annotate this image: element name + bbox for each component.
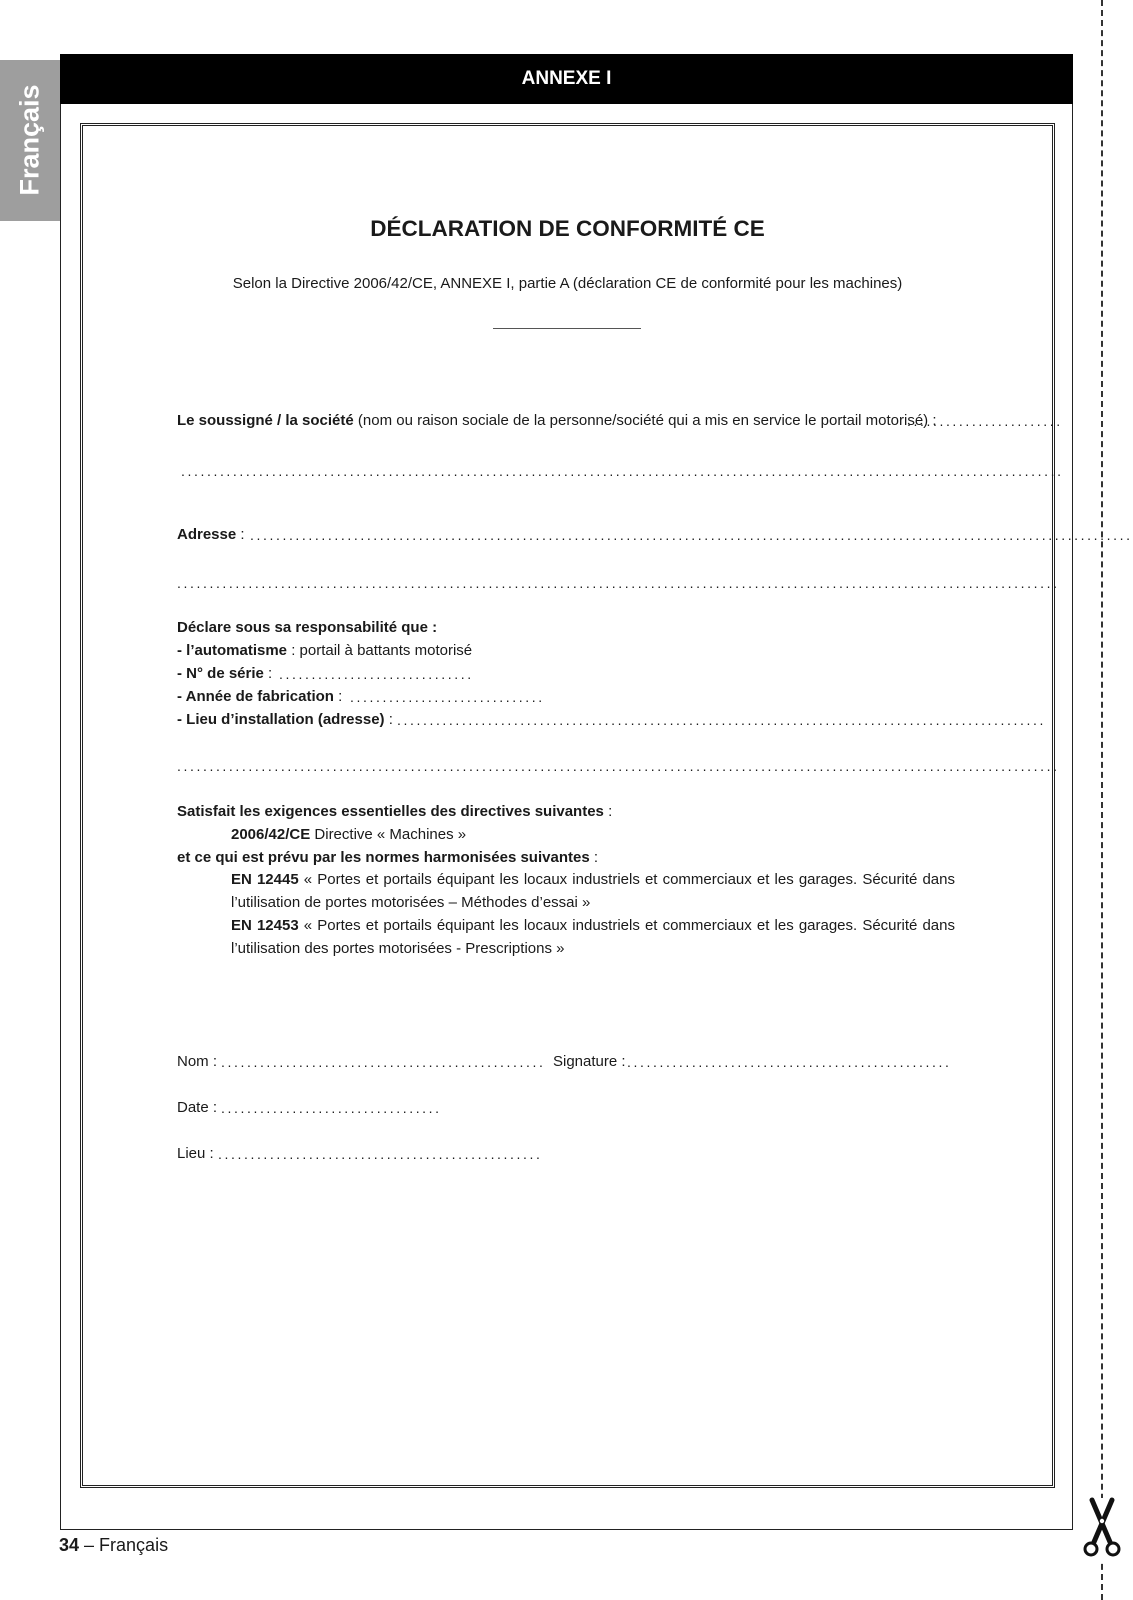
language-tab (0, 60, 60, 221)
cut-line (1101, 0, 1103, 1600)
address-fill-1[interactable]: ........................................................................................................................................ (250, 527, 1133, 543)
standard-en12453 (231, 914, 955, 960)
standard-code: EN 12453 (231, 917, 299, 934)
annexe-title: ANNEXE I (521, 68, 612, 89)
automation-label: - l’automatisme (177, 642, 288, 659)
company-fill-1[interactable]: ........................ (907, 413, 1063, 429)
standard-text: « Portes et portails équipant les locaux industriels et commerciaux et les garages. Sécurité dans l’utilisation des portes motorisées - Prescriptions » (231, 917, 955, 957)
standard-en12445 (231, 868, 955, 914)
footer-language: Français (99, 1535, 169, 1555)
name-fill[interactable]: .................................................. (221, 1054, 546, 1070)
automation-line (177, 642, 472, 660)
footer-separator: – (79, 1535, 100, 1555)
year-line: - Année de fabrication : (177, 688, 343, 705)
serial-line: - N° de série : (177, 665, 273, 682)
directive-name: Directive « Machines » (310, 826, 467, 843)
language-tab-label: Français (14, 84, 45, 196)
date-label: Date : (177, 1099, 218, 1116)
declares-line (177, 619, 437, 637)
place-label: - Lieu d’installation (adresse) (177, 711, 385, 728)
company-line (177, 412, 937, 430)
page-footer (59, 1535, 168, 1556)
standards-intro: et ce qui est prévu par les normes harmonisées suivantes (177, 849, 590, 866)
company-description: (nom ou raison sociale de la personne/société qui a mis en service le portail motorisé) : (353, 412, 937, 429)
annexe-header-bar (60, 54, 1073, 104)
company-fill-2[interactable]: ........................................................................................................................................ (181, 463, 1064, 479)
signature-fill[interactable]: .................................................. (627, 1054, 952, 1070)
directive-line (231, 826, 466, 844)
title-separator (493, 328, 641, 329)
address-fill-2[interactable]: ........................................................................................................................................ (177, 575, 1060, 591)
scissors-icon (1082, 1498, 1122, 1560)
year-label: - Année de fabrication (177, 688, 334, 705)
requirements-text: Satisfait les exigences essentielles des directives suivantes (177, 803, 604, 820)
place-fill-2[interactable]: ........................................................................................................................................ (177, 758, 1060, 774)
address-label: Adresse (177, 526, 237, 543)
signature-label: Signature : (553, 1053, 626, 1070)
standard-code: EN 12445 (231, 871, 299, 888)
year-fill[interactable]: .............................. (350, 689, 545, 705)
date-fill[interactable]: .................................. (221, 1100, 442, 1116)
place-sign-fill[interactable]: .................................................. (218, 1146, 543, 1162)
requirements-line: Satisfait les exigences essentielles des directives suivantes : (177, 803, 613, 820)
page-number: 34 (59, 1535, 80, 1555)
company-label: Le soussigné / la société (177, 412, 354, 429)
serial-label: - N° de série (177, 665, 264, 682)
declares-text: Déclare sous sa responsabilité que : (177, 619, 438, 636)
declaration-title: DÉCLARATION DE CONFORMITÉ CE (370, 216, 765, 241)
address-line: Adresse : (177, 526, 245, 543)
standard-text: « Portes et portails équipant les locaux industriels et commerciaux et les garages. Sécurité dans l’utilisation de portes motorisées – Méthodes d’essai » (231, 871, 955, 911)
place-fill-1[interactable]: .................................................................................................... (397, 712, 1046, 728)
place-sign-label: Lieu : (177, 1145, 214, 1162)
directive-code: 2006/42/CE (231, 826, 311, 843)
declaration-subtitle: Selon la Directive 2006/42/CE, ANNEXE I, partie A (déclaration CE de conformité pour les machines) (232, 275, 903, 292)
serial-fill[interactable]: .............................. (279, 666, 474, 682)
automation-value: : portail à battants motorisé (287, 642, 473, 659)
place-line: - Lieu d’installation (adresse) : (177, 711, 393, 728)
name-label: Nom : (177, 1053, 218, 1070)
standards-intro-line: et ce qui est prévu par les normes harmonisées suivantes : (177, 849, 599, 866)
